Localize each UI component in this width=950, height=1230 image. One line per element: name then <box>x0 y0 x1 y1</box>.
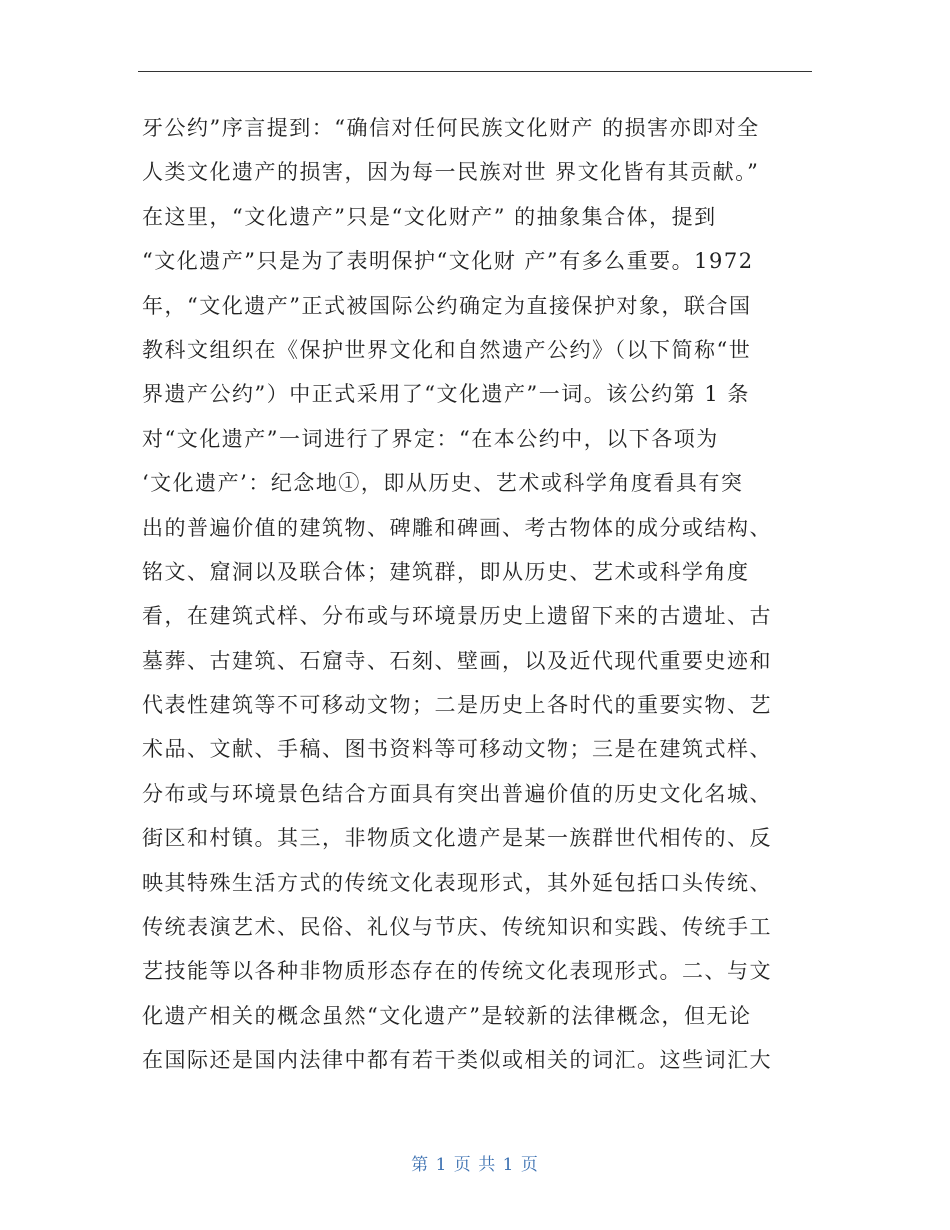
text-line: 教科文组织在《保护世界文化和自然遗产公约》（以下简称“世 <box>142 337 752 362</box>
text-line: 铭文、窟洞以及联合体；建筑群，即从历史、艺术或科学角度 <box>142 559 750 584</box>
text-line: 人类文化遗产的损害，因为每一民族对世 界文化皆有其贡献。” <box>142 160 760 185</box>
text-line: 墓葬、古建筑、石窟寺、石刻、壁画，以及近代现代重要史迹和 <box>142 648 772 673</box>
body-text <box>142 106 822 1083</box>
text-line: 在国际还是国内法律中都有若干类似或相关的词汇。这些词汇大 <box>142 1048 772 1073</box>
header-rule <box>138 71 812 72</box>
text-line: “文化遗产”只是为了表明保护“文化财 产”有多么重要。1972 <box>142 249 754 274</box>
text-line: ‘文化遗产’：纪念地①，即从历史、艺术或科学角度看具有突 <box>142 471 744 496</box>
text-line: 映其特殊生活方式的传统文化表现形式，其外延包括口头传统、 <box>142 870 772 895</box>
text-line: 牙公约”序言提到：“确信对任何民族文化财产 的损害亦即对全 <box>142 116 760 140</box>
text-line: 化遗产相关的概念虽然“文化遗产”是较新的法律概念，但无论 <box>142 1003 752 1028</box>
text-line: 界遗产公约”）中正式采用了“文化遗产”一词。该公约第 1 条 <box>142 382 750 407</box>
text-line: 看，在建筑式样、分布或与环境景历史上遗留下来的古遗址、古 <box>142 604 772 629</box>
text-line: 街区和村镇。其三，非物质文化遗产是某一族群世代相传的、反 <box>142 826 772 851</box>
text-line: 在这里，“文化遗产”只是“文化财产” 的抽象集合体，提到 <box>142 204 717 229</box>
text-line: 出的普遍价值的建筑物、碑雕和碑画、考古物体的成分或结构、 <box>142 515 772 540</box>
text-line: 分布或与环境景色结合方面具有突出普遍价值的历史文化名城、 <box>142 781 772 806</box>
text-line: 对“文化遗产”一词进行了界定：“在本公约中，以下各项为 <box>142 426 719 451</box>
text-line: 传统表演艺术、民俗、礼仪与节庆、传统知识和实践、传统手工 <box>142 915 772 940</box>
text-line: 术品、文献、手稿、图书资料等可移动文物；三是在建筑式样、 <box>142 737 772 762</box>
text-line: 代表性建筑等不可移动文物；二是历史上各时代的重要实物、艺 <box>142 693 772 718</box>
page-footer: 第 1 页 共 1 页 <box>411 1155 539 1175</box>
text-line: 艺技能等以各种非物质形态存在的传统文化表现形式。二、与文 <box>142 959 772 984</box>
text-line: 年，“文化遗产”正式被国际公约确定为直接保护对象，联合国 <box>142 293 752 318</box>
